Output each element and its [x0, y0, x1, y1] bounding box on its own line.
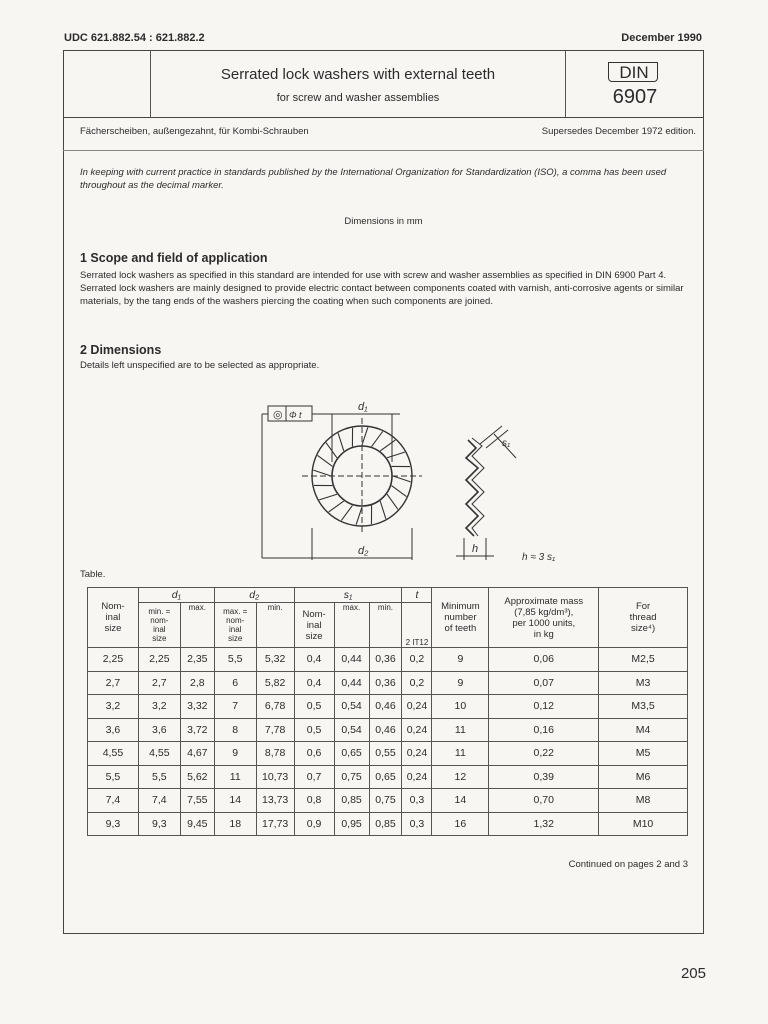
col-approx-mass: Approximate mass (7,85 kg/dm³), per 1000 units, in kg	[489, 588, 599, 648]
table-cell: 0,7	[294, 765, 334, 789]
table-cell: 5,5	[88, 765, 139, 789]
col-d2-min: min.	[256, 603, 294, 648]
table-cell: 0,2	[402, 671, 432, 695]
table-cell: 2,25	[88, 648, 139, 672]
divider	[63, 150, 704, 151]
table-row	[88, 812, 688, 836]
col-s1-min: min.	[369, 603, 402, 648]
col-d2: d₂	[214, 588, 294, 603]
table-cell: 5,32	[256, 648, 294, 672]
table-cell: 2,7	[138, 671, 180, 695]
table-cell: M8	[599, 789, 688, 813]
table-cell: 12	[432, 765, 489, 789]
table-cell: 0,24	[402, 742, 432, 766]
washer-tooth	[356, 507, 362, 525]
table-cell: 0,36	[369, 648, 402, 672]
table-cell: 0,85	[334, 789, 369, 813]
table-cell: 14	[214, 789, 256, 813]
table-cell: 2,25	[138, 648, 180, 672]
table-cell: 0,24	[402, 765, 432, 789]
washer-tooth	[393, 476, 411, 482]
washer-tooth	[362, 427, 368, 445]
washer-tooth	[387, 494, 398, 509]
supersedes-note: Supersedes December 1972 edition.	[541, 126, 696, 137]
col-nominal-size: Nom- inal size	[88, 588, 139, 648]
table-cell: 0,4	[294, 671, 334, 695]
washer-drawing	[250, 388, 590, 574]
table-cell: 7,78	[256, 718, 294, 742]
table-cell: 0,39	[489, 765, 599, 789]
table-cell: 0,65	[334, 742, 369, 766]
table-cell: 5,82	[256, 671, 294, 695]
washer-tooth	[372, 432, 383, 447]
washer-tooth	[341, 505, 352, 520]
table-row	[88, 671, 688, 695]
table-cell: 3,32	[180, 695, 214, 719]
table-cell: 4,67	[180, 742, 214, 766]
table-cell: 10	[432, 695, 489, 719]
table-cell: 13,73	[256, 789, 294, 813]
s1-label: s₁	[502, 438, 511, 449]
table-cell: 0,3	[402, 789, 432, 813]
table-cell: 0,22	[489, 742, 599, 766]
washer-tooth	[318, 455, 333, 466]
table-cell: 0,2	[402, 648, 432, 672]
table-cell: 0,44	[334, 648, 369, 672]
table-cell: 0,4	[294, 648, 334, 672]
table-cell: 0,24	[402, 695, 432, 719]
table-cell: 3,6	[88, 718, 139, 742]
table-cell: 0,5	[294, 718, 334, 742]
section-2-text: Details left unspecified are to be selected as appropriate.	[80, 360, 320, 371]
table-cell: 2,8	[180, 671, 214, 695]
table-cell: M6	[599, 765, 688, 789]
table-cell: 2,7	[88, 671, 139, 695]
title-divider-right	[565, 50, 566, 118]
table-cell: 0,75	[369, 789, 402, 813]
table-cell: 1,32	[489, 812, 599, 836]
col-t: t	[402, 588, 432, 603]
dimensions-table	[87, 587, 688, 836]
section-1-text: Serrated lock washers as specified in this standard are intended for use with screw and washer assemblies as specified in DIN 6900 Part 4. Serrated lock washers are mainly designed to provide electric contact between components coated with varnish, anti-corrosive agents or similar materials, by the tang ends of the washers piercing the coating when such components are joined.	[80, 270, 684, 308]
table-row	[88, 718, 688, 742]
german-title: Fächerscheiben, außengezahnt, für Kombi-Schrauben	[80, 126, 309, 137]
col-s1-max: max.	[334, 603, 369, 648]
table-cell: 0,12	[489, 695, 599, 719]
table-row	[88, 789, 688, 813]
table-cell: 9,3	[138, 812, 180, 836]
table-cell: 5,5	[138, 765, 180, 789]
intro-note: In keeping with current practice in standards published by the International Organization for Standardization (ISO), a comma has been used throughout as the decimal marker.	[80, 167, 667, 191]
table-cell: M5	[599, 742, 688, 766]
table-cell: 4,55	[138, 742, 180, 766]
table-cell: 3,2	[88, 695, 139, 719]
table-cell: 7,4	[88, 789, 139, 813]
table-cell: 17,73	[256, 812, 294, 836]
col-d2-max: max. = nom- inal size	[214, 603, 256, 648]
table-cell: 0,07	[489, 671, 599, 695]
table-cell: 9	[432, 671, 489, 695]
table-cell: 0,95	[334, 812, 369, 836]
table-cell: 18	[214, 812, 256, 836]
table-cell: 5,62	[180, 765, 214, 789]
table-cell: 0,75	[334, 765, 369, 789]
udc-code: UDC 621.882.54 : 621.882.2	[64, 32, 205, 44]
table-cell: M3,5	[599, 695, 688, 719]
table-cell: M4	[599, 718, 688, 742]
table-cell: 0,46	[369, 718, 402, 742]
table-cell: 0,54	[334, 718, 369, 742]
table-cell: 9,45	[180, 812, 214, 836]
table-cell: 0,24	[402, 718, 432, 742]
h-label: h	[472, 543, 479, 555]
d2-label: d₂	[358, 545, 369, 557]
washer-tooth	[329, 501, 344, 512]
section-2-heading: 2 Dimensions	[80, 343, 162, 357]
table-cell: 6,78	[256, 695, 294, 719]
table-cell: 0,85	[369, 812, 402, 836]
table-cell: 0,70	[489, 789, 599, 813]
table-cell: 7,55	[180, 789, 214, 813]
table-row	[88, 648, 688, 672]
table-cell: 0,6	[294, 742, 334, 766]
washer-side-view	[466, 440, 478, 536]
section-1-heading: 1 Scope and field of application	[80, 251, 268, 265]
col-d1-min: min. = nom- inal size	[138, 603, 180, 648]
table-cell: 0,8	[294, 789, 334, 813]
col-d1-max: max.	[180, 603, 214, 648]
table-cell: 3,2	[138, 695, 180, 719]
h-formula: h ≈ 3 s₁	[522, 552, 556, 563]
table-cell: 0,36	[369, 671, 402, 695]
table-cell: 0,5	[294, 695, 334, 719]
table-cell: 0,16	[489, 718, 599, 742]
table-cell: M10	[599, 812, 688, 836]
table-cell: 5,5	[214, 648, 256, 672]
washer-tooth	[313, 470, 331, 476]
tolerance-value: Φ t	[289, 410, 302, 420]
continued-note: Continued on pages 2 and 3	[568, 859, 688, 870]
d1-label: d₁	[358, 401, 368, 413]
document-title: Serrated lock washers with external teeth	[220, 66, 496, 83]
document-subtitle: for screw and washer assemblies	[276, 92, 440, 104]
page-number: 205	[680, 965, 706, 982]
issue-date: December 1990	[621, 32, 702, 44]
table-cell: 6	[214, 671, 256, 695]
col-d1: d₁	[138, 588, 214, 603]
washer-tooth	[391, 486, 406, 497]
table-cell: 0,06	[489, 648, 599, 672]
dimensions-note: Dimensions in mm	[344, 216, 423, 227]
table-label: Table.	[80, 569, 106, 580]
washer-tooth	[338, 433, 344, 451]
table-cell: 3,6	[138, 718, 180, 742]
table-cell: 9,3	[88, 812, 139, 836]
table-cell: 16	[432, 812, 489, 836]
table-cell: 7	[214, 695, 256, 719]
table-cell: 0,65	[369, 765, 402, 789]
table-cell: 11	[432, 718, 489, 742]
table-cell: M3	[599, 671, 688, 695]
din-logo: DIN	[619, 63, 649, 82]
table-cell: 0,3	[402, 812, 432, 836]
col-t-tolerance: 2 IT12	[402, 603, 432, 648]
washer-tooth	[319, 494, 337, 500]
col-s1-nominal: Nom- inal size	[294, 603, 334, 648]
col-min-teeth: Minimum number of teeth	[432, 588, 489, 648]
table-cell: 0,46	[369, 695, 402, 719]
col-s1: s₁	[294, 588, 402, 603]
table-cell: 4,55	[88, 742, 139, 766]
table-cell: 0,44	[334, 671, 369, 695]
table-cell: 10,73	[256, 765, 294, 789]
table-row	[88, 765, 688, 789]
table-cell: 11	[214, 765, 256, 789]
din-number: 6907	[612, 86, 658, 108]
table-cell: 0,9	[294, 812, 334, 836]
table-cell: 11	[432, 742, 489, 766]
table-cell: 0,55	[369, 742, 402, 766]
table-cell: 14	[432, 789, 489, 813]
table-row	[88, 695, 688, 719]
table-cell: 2,35	[180, 648, 214, 672]
table-cell: 9	[432, 648, 489, 672]
table-cell: 8,78	[256, 742, 294, 766]
table-cell: 8	[214, 718, 256, 742]
table-cell: 0,54	[334, 695, 369, 719]
table-cell: 7,4	[138, 789, 180, 813]
table-cell: M2,5	[599, 648, 688, 672]
washer-tooth	[380, 440, 395, 451]
title-divider-left	[150, 50, 151, 118]
table-cell: 3,72	[180, 718, 214, 742]
washer-tooth	[380, 501, 386, 519]
concentricity-symbol: ◎	[273, 409, 283, 421]
table-row	[88, 742, 688, 766]
col-thread-size: For thread size⁴)	[599, 588, 688, 648]
table-cell: 9	[214, 742, 256, 766]
washer-tooth	[387, 452, 405, 458]
